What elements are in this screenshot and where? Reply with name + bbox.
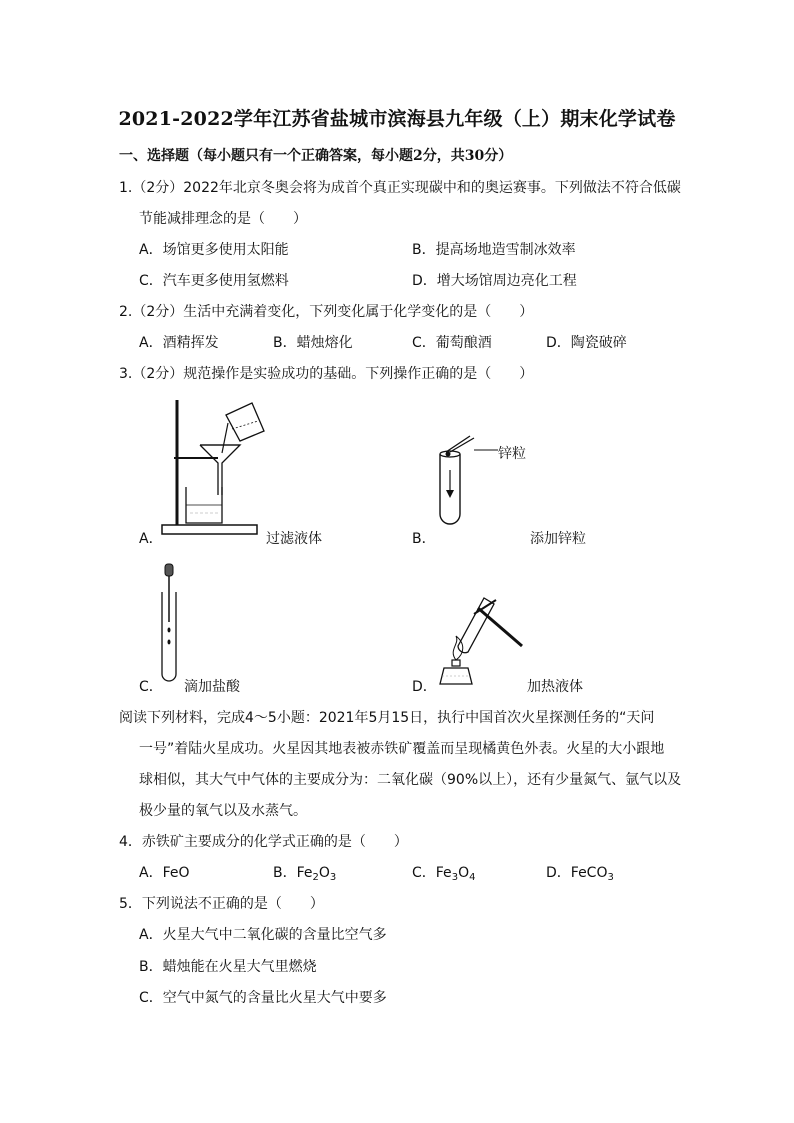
q1-option-d: D．增大场馆周边亮化工程 xyxy=(412,273,577,289)
q1-stem-line1: 1.（2分）2022年北京冬奥会将为成首个真正实现碳中和的奥运赛事。下列做法不符合低碳 xyxy=(119,180,681,196)
q5-option-b: B．蜡烛能在火星大气里燃烧 xyxy=(139,959,317,975)
page-title: 2021-2022学年江苏省盐城市滨海县九年级（上）期末化学试卷 xyxy=(118,108,676,130)
q2-stem: 2.（2分）生活中充满着变化，下列变化属于化学变化的是（ ） xyxy=(119,304,534,320)
q4-option-d: D．FeCO$_3$ xyxy=(546,865,614,883)
q4-stem: 4．赤铁矿主要成分的化学式正确的是（ ） xyxy=(119,834,408,850)
reading-line2: 一号”着陆火星成功。火星因其地表被赤铁矿覆盖而呈现橘黄色外表。火星的大小跟地 xyxy=(139,741,665,757)
reading-line3: 球相似，其大气中气体的主要成分为：二氧化碳（90%以上），还有少量氮气、氩气以及 xyxy=(139,772,682,788)
q2-option-c: C．葡萄酿酒 xyxy=(412,335,492,351)
dropper-test-tube-figure xyxy=(158,562,188,687)
reading-line1: 阅读下列材料，完成4～5小题：2021年5月15日，执行中国首次火星探测任务的“天问 xyxy=(119,710,655,726)
q1-option-b: B．提高场地造雪制冰效率 xyxy=(412,242,576,258)
q5-option-c: C．空气中氮气的含量比火星大气中要多 xyxy=(139,990,387,1006)
q3-option-c-letter: C． xyxy=(139,679,163,695)
q2-option-b: B．蜡烛熔化 xyxy=(273,335,353,351)
q3-option-d-text: 加热液体 xyxy=(527,679,583,695)
q5-stem: 5．下列说法不正确的是（ ） xyxy=(119,896,324,912)
section-heading: 一、选择题（每小题只有一个正确答案，每小题2分，共30分） xyxy=(119,148,513,164)
reading-line4: 极少量的氧气以及水蒸气。 xyxy=(139,803,307,819)
heating-liquid-figure xyxy=(430,588,530,688)
zinc-label: 锌粒 xyxy=(498,446,526,462)
q3-option-a-text: 过滤液体 xyxy=(266,531,322,547)
q3-option-b-letter: B． xyxy=(412,531,436,547)
q1-stem-line2: 节能减排理念的是（ ） xyxy=(139,211,307,227)
q2-option-d: D．陶瓷破碎 xyxy=(546,335,627,351)
q4-option-b: B．$Fe_2O_3$ xyxy=(273,865,337,883)
q3-option-c-text: 滴加盐酸 xyxy=(184,679,240,695)
q3-option-d-letter: D． xyxy=(412,679,437,695)
q1-option-c: C．汽车更多使用氢燃料 xyxy=(139,273,289,289)
q1-option-a: A．场馆更多使用太阳能 xyxy=(139,242,289,258)
q5-option-a: A．火星大气中二氧化碳的含量比空气多 xyxy=(139,927,387,943)
filtration-apparatus-figure xyxy=(160,395,260,540)
q3-option-a-letter: A． xyxy=(139,531,163,547)
q3-stem: 3.（2分）规范操作是实验成功的基础。下列操作正确的是（ ） xyxy=(119,366,534,382)
q4-option-a: A．FeO xyxy=(139,865,190,881)
q3-option-b-text: 添加锌粒 xyxy=(530,531,586,547)
q2-option-a: A．酒精挥发 xyxy=(139,335,219,351)
q4-option-c: C．$Fe_3O_4$ xyxy=(412,865,476,883)
